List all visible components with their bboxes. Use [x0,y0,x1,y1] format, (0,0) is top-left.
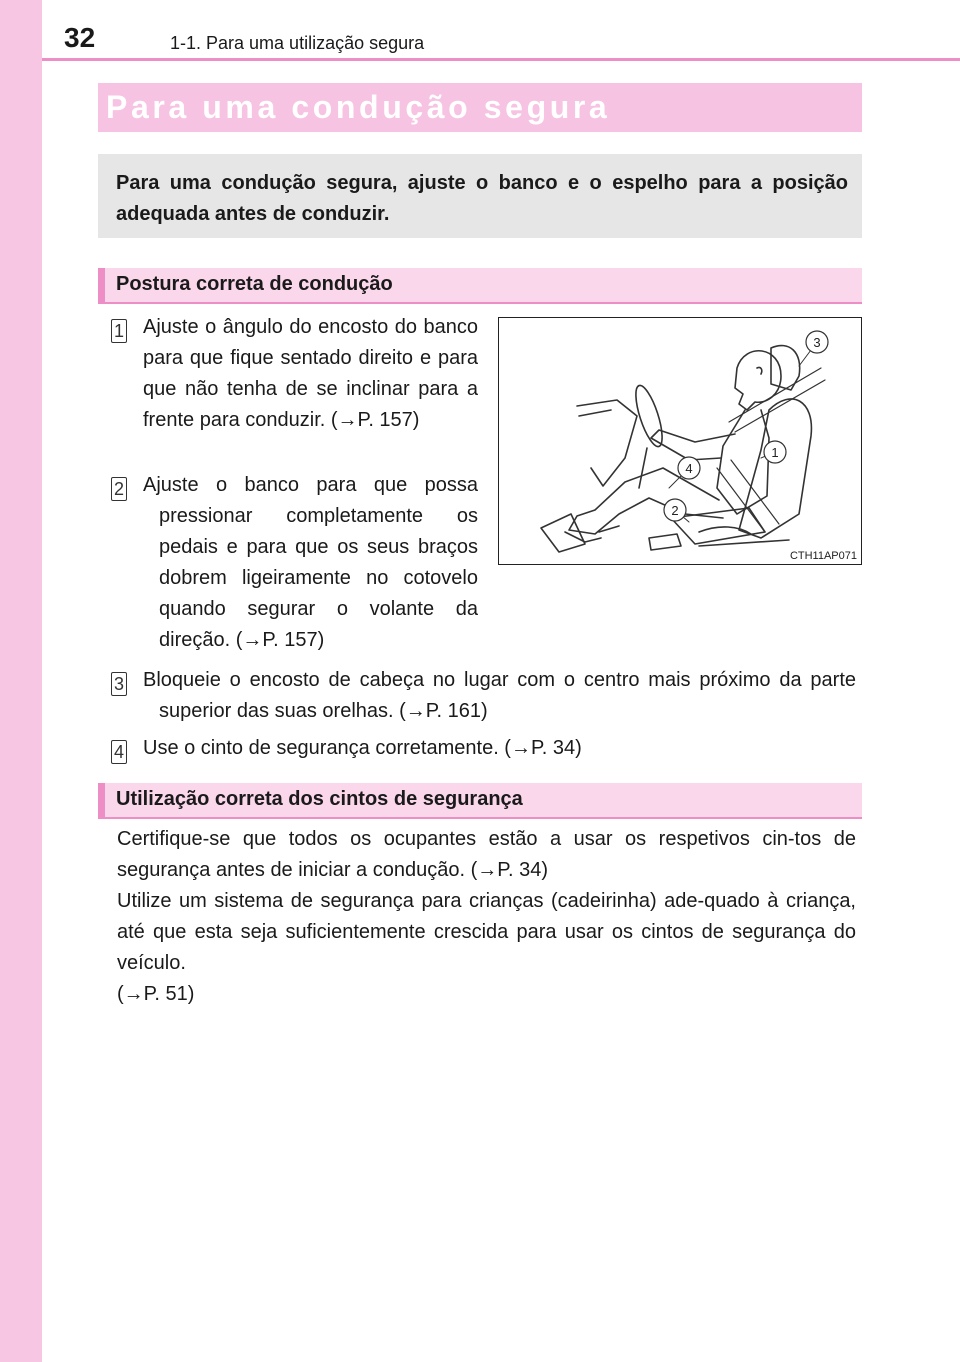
posture-item-3-text: Bloqueie o encosto de cabeça no lugar com o centro mais próximo da parte superior das suas orelhas. (→P. 161) [143,669,856,722]
section-title: Para uma condução segura [106,89,611,125]
driver-seat-drawing [499,318,861,564]
item-number-badge-4: 4 [111,740,127,764]
page-number: 32 [64,22,96,53]
item-number-badge-3: 3 [111,672,127,696]
item-number-badge-1: 1 [111,319,127,343]
seatbelt-paragraph-2-ref: (→P. 51) [117,983,195,1005]
posture-item-3 [143,665,856,727]
callout-1: 1 [771,445,779,460]
posture-item-2-text: Ajuste o banco para que possa pressionar completamente os pedais e para que os seus braços dobrem ligeiramente no cotovelo quando segurar o volante da direção. (→P. 157) [143,474,478,651]
seatbelt-heading-bar [98,783,862,819]
seatbelt-paragraph-2: Utilize um sistema de segurança para crianças (cadeirinha) ade-quado à criança, até que esta seja suficientemente crescida para usar os cintos de segurança do veículo. [117,890,856,974]
callout-4: 4 [685,461,693,476]
callout-3: 3 [813,335,821,350]
driving-posture-illustration [498,317,862,565]
posture-heading: Postura correta de condução [116,273,393,295]
illustration-code: CTH11AP071 [789,550,857,562]
header-rule [42,58,960,61]
posture-item-4 [143,733,856,764]
left-margin-stripe [0,0,42,1362]
posture-heading-bar [98,268,862,304]
seatbelt-paragraph-1: Certifique-se que todos os ocupantes estão a usar os respetivos cin-tos de segurança antes de iniciar a condução. (→P. 34) [117,828,856,881]
posture-item-4-text: Use o cinto de segurança corretamente. (→P. 34) [143,737,582,759]
running-head: 1-1. Para uma utilização segura [170,33,425,53]
seatbelt-heading: Utilização correta dos cintos de segurança [116,788,523,810]
section-title-band [98,83,862,132]
posture-item-1-text: Ajuste o ângulo do encosto do banco para que fique sentado direito e para que não tenha de se inclinar para a frente para conduzir. (→P. 157) [143,316,478,431]
posture-item-2 [143,470,478,656]
intro-text: Para uma condução segura, ajuste o banco e o espelho para a posição adequada antes de conduzir. [116,172,848,225]
item-number-badge-2: 2 [111,477,127,501]
posture-item-1 [143,312,478,436]
intro-box [98,154,862,238]
callout-2: 2 [671,503,679,518]
